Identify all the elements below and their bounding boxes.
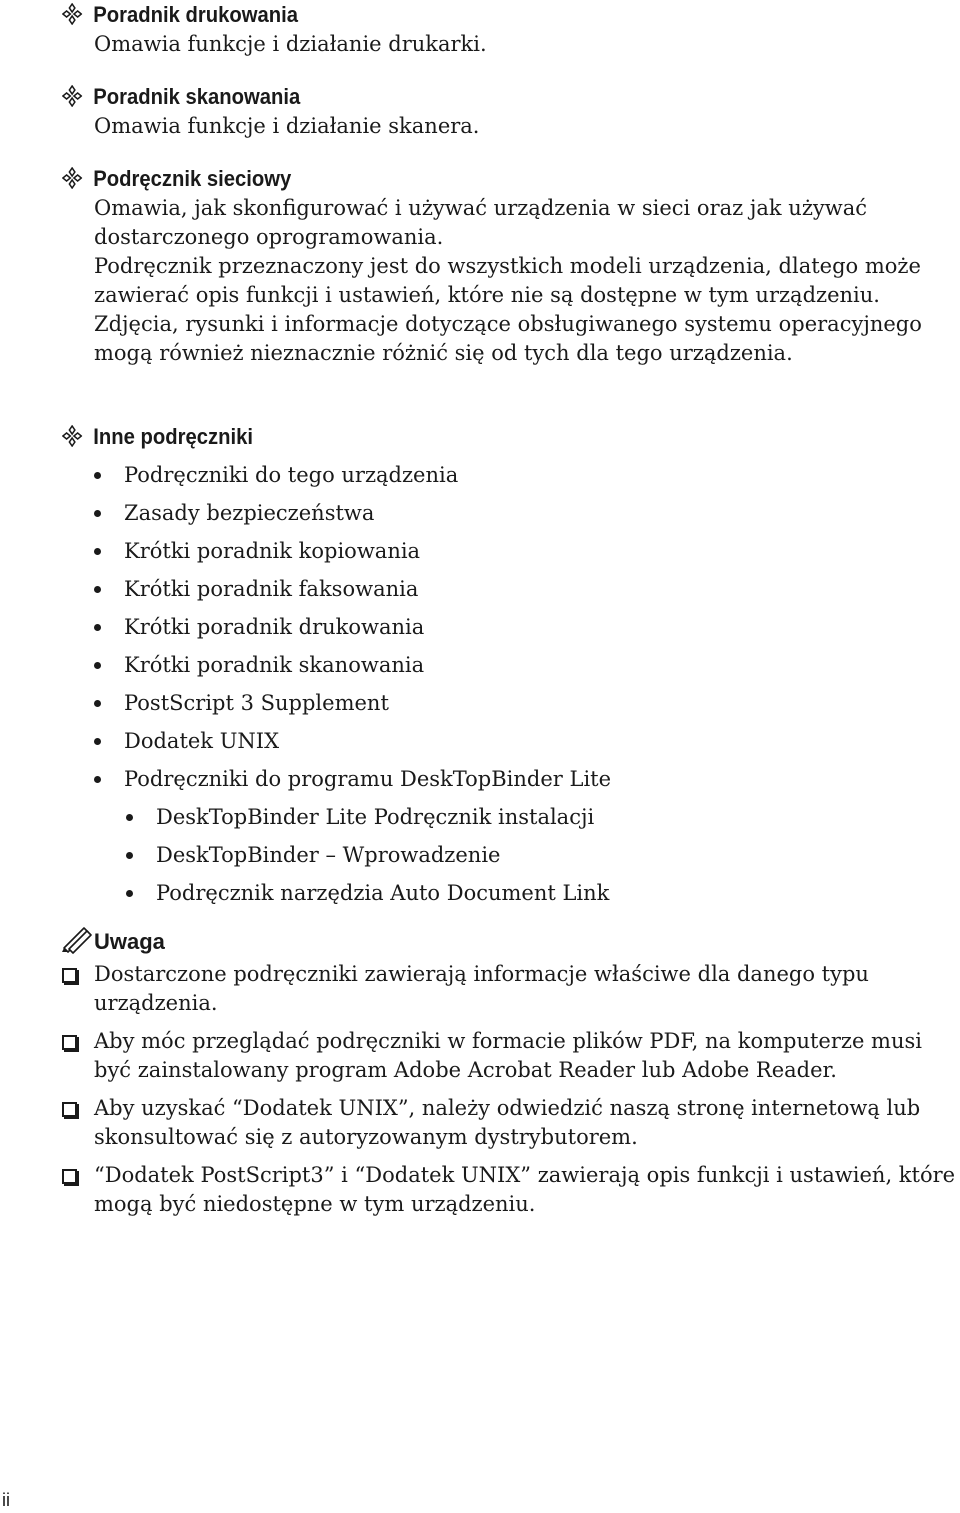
section-poradnik-skanowania: [62, 82, 952, 141]
pencil-icon: [60, 924, 92, 954]
section-description: Omawia funkcje i działanie skanera.: [94, 114, 480, 138]
list-subitem: DeskTopBinder – Wprowadzenie: [124, 836, 609, 874]
checkbox-bullet-icon: [62, 1169, 77, 1184]
note-item: [62, 1161, 957, 1219]
page-number: ii: [2, 1490, 10, 1510]
note-heading-text: Uwaga: [94, 929, 165, 954]
section-disclaimer: Podręcznik przeznaczony jest do wszystkich modeli urządzenia, dlatego może zawierać opis funkcji i ustawień, które nie są dostępne w tym urządzeniu. Zdjęcia, rysunki i informacje dotyczące obsługiwanego systemu operacyjnego mogą również nieznacznie różnić się od tych dla tego urządzenia.: [94, 254, 922, 365]
checkbox-bullet-icon: [62, 968, 77, 983]
list-item: PostScript 3 Supplement: [92, 684, 611, 722]
note-text: Aby móc przeglądać podręczniki w formacie plików PDF, na komputerze musi być zainstalowany program Adobe Acrobat Reader lub Adobe Reader.: [94, 1029, 922, 1082]
section-heading-text: Poradnik skanowania: [93, 84, 301, 109]
list-item: Zasady bezpieczeństwa: [92, 494, 611, 532]
list-item: Krótki poradnik skanowania: [92, 646, 611, 684]
section-heading: [62, 164, 881, 194]
diamond-icon: [62, 167, 82, 189]
note-text: Dostarczone podręczniki zawierają informacje właściwe dla danego typu urządzenia.: [94, 962, 869, 1015]
section-heading-text: Inne podręczniki: [93, 424, 253, 449]
note-item: [62, 1027, 957, 1085]
section-poradnik-drukowania: [62, 0, 952, 59]
checkbox-bullet-icon: [62, 1035, 77, 1050]
list-item: Krótki poradnik kopiowania: [92, 532, 611, 570]
note-text: “Dodatek PostScript3” i “Dodatek UNIX” zawierają opis funkcji i ustawień, które mogą być niedostępne w tym urządzeniu.: [94, 1163, 956, 1216]
desktopbinder-sublist: [124, 798, 609, 912]
note-item: [62, 1094, 957, 1152]
list-item: Krótki poradnik drukowania: [92, 608, 611, 646]
section-podrecznik-sieciowy: [62, 164, 952, 368]
list-subitem: DeskTopBinder Lite Podręcznik instalacji: [124, 798, 609, 836]
checkbox-bullet-icon: [62, 1102, 77, 1117]
section-inne-podreczniki: [62, 422, 952, 905]
list-item: Dodatek UNIX: [92, 722, 611, 760]
list-item: Krótki poradnik faksowania: [92, 570, 611, 608]
diamond-icon: [62, 425, 82, 447]
section-heading: [62, 82, 881, 112]
note-text: Aby uzyskać “Dodatek UNIX”, należy odwiedzić naszą stronę internetową lub skonsultować się z autoryzowanym dystrybutorem.: [94, 1096, 921, 1149]
list-item: Podręczniki do tego urządzenia: [92, 456, 611, 494]
section-description: Omawia funkcje i działanie drukarki.: [94, 32, 487, 56]
section-heading: [62, 422, 881, 452]
section-heading-text: Poradnik drukowania: [93, 2, 298, 27]
manuals-list: [92, 456, 611, 798]
section-description: Omawia, jak skonfigurować i używać urządzenia w sieci oraz jak używać dostarczonego oprogramowania.: [94, 196, 868, 249]
list-subitem: Podręcznik narzędzia Auto Document Link: [124, 874, 609, 912]
notes-list: [62, 960, 957, 1228]
note-item: [62, 960, 957, 1018]
section-heading-text: Podręcznik sieciowy: [93, 166, 292, 191]
diamond-icon: [62, 3, 82, 25]
section-heading: [62, 0, 881, 30]
diamond-icon: [62, 85, 82, 107]
list-item: Podręczniki do programu DeskTopBinder Lite: [92, 760, 611, 798]
